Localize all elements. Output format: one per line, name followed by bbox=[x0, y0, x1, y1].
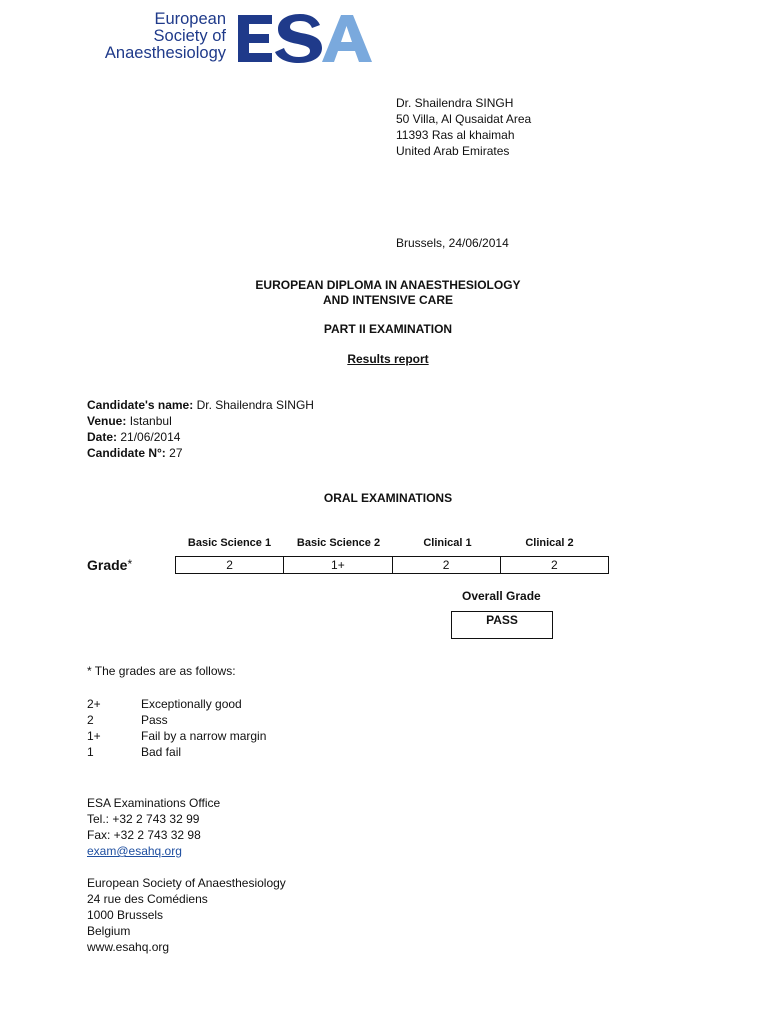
legend-item bbox=[87, 696, 266, 712]
logo-text bbox=[76, 11, 226, 62]
logo-line-3: Anaesthesiology bbox=[104, 44, 226, 62]
place-date: Brussels, 24/06/2014 bbox=[396, 236, 509, 250]
office-email-row bbox=[87, 843, 220, 859]
legend-meaning: Fail by a narrow margin bbox=[141, 729, 267, 743]
logo-line-2: Society of bbox=[153, 27, 226, 45]
grade-cell-clinical-2: 2 bbox=[551, 558, 558, 572]
legend-meaning: Exceptionally good bbox=[141, 697, 242, 711]
date-row bbox=[87, 429, 314, 445]
grade-legend bbox=[87, 696, 266, 760]
candidate-name-row bbox=[87, 397, 314, 413]
recipient-line-2: 11393 Ras al khaimah bbox=[396, 128, 515, 142]
office-fax: Fax: +32 2 743 32 98 bbox=[87, 828, 201, 842]
recipient-address bbox=[396, 95, 531, 159]
esa-logo-mark bbox=[238, 13, 374, 63]
legend-grade: 2 bbox=[87, 713, 94, 727]
exam-office-contact bbox=[87, 795, 220, 859]
candidate-name-label: Candidate's name: bbox=[87, 398, 194, 412]
society-name: European Society of Anaesthesiology bbox=[87, 876, 286, 890]
grade-cell-clinical-1: 2 bbox=[393, 557, 501, 573]
venue-row bbox=[87, 413, 314, 429]
overall-grade-label: Overall Grade bbox=[462, 589, 541, 603]
candidate-number-label: Candidate N°: bbox=[87, 446, 166, 460]
date-value: 21/06/2014 bbox=[120, 430, 181, 444]
legend-item bbox=[87, 712, 266, 728]
recipient-line-1: 50 Villa, Al Qusaidat Area bbox=[396, 112, 532, 126]
column-header-clinical-1: Clinical 1 bbox=[423, 537, 472, 549]
legend-meaning: Pass bbox=[141, 713, 168, 727]
legend-grade: 1+ bbox=[87, 729, 101, 743]
document-title bbox=[0, 278, 768, 308]
date-label: Date: bbox=[87, 430, 118, 444]
column-header-clinical-2: Clinical 2 bbox=[525, 537, 574, 549]
candidate-info bbox=[87, 397, 314, 461]
results-report-heading: Results report bbox=[347, 352, 429, 366]
column-header-basic-science-2: Basic Science 2 bbox=[296, 537, 381, 549]
venue-value: Istanbul bbox=[129, 414, 172, 428]
overall-grade-value: PASS bbox=[451, 611, 553, 639]
grade-footnote-star: * bbox=[127, 557, 133, 571]
office-email-link[interactable]: exam@esahq.org bbox=[87, 844, 182, 858]
society-country: Belgium bbox=[87, 924, 131, 938]
column-header-basic-science-1: Basic Science 1 bbox=[187, 537, 272, 549]
office-name: ESA Examinations Office bbox=[87, 796, 221, 810]
exam-part: PART II EXAMINATION bbox=[323, 322, 453, 336]
legend-grade: 2+ bbox=[87, 697, 101, 711]
society-street: 24 rue des Comédiens bbox=[87, 892, 208, 906]
office-tel: Tel.: +32 2 743 32 99 bbox=[87, 812, 200, 826]
candidate-name-value: Dr. Shailendra SINGH bbox=[196, 398, 314, 412]
grade-table bbox=[175, 556, 609, 574]
grade-label-text: Grade bbox=[87, 557, 128, 573]
recipient-name: Dr. Shailendra SINGH bbox=[396, 96, 514, 110]
legend-grade: 1 bbox=[87, 745, 94, 759]
grade-legend-intro: * The grades are as follows: bbox=[87, 664, 236, 678]
society-city: 1000 Brussels bbox=[87, 908, 164, 922]
title-line-2: AND INTENSIVE CARE bbox=[322, 293, 453, 307]
oral-examinations-heading: ORAL EXAMINATIONS bbox=[323, 491, 453, 505]
candidate-number-row bbox=[87, 445, 314, 461]
grade-cell-basic-science-2: 1+ bbox=[284, 557, 392, 573]
legend-meaning: Bad fail bbox=[141, 745, 182, 759]
logo-line-1: European bbox=[154, 10, 226, 28]
legend-item bbox=[87, 728, 266, 744]
recipient-line-3: United Arab Emirates bbox=[396, 144, 510, 158]
grade-cell-basic-science-1: 2 bbox=[176, 557, 284, 573]
society-web: www.esahq.org bbox=[87, 940, 170, 954]
venue-label: Venue: bbox=[87, 414, 127, 428]
candidate-number-value: 27 bbox=[169, 446, 183, 460]
legend-item bbox=[87, 744, 266, 760]
grade-label bbox=[87, 557, 132, 573]
society-address bbox=[87, 875, 286, 955]
title-line-1: EUROPEAN DIPLOMA IN ANAESTHESIOLOGY bbox=[255, 278, 521, 292]
